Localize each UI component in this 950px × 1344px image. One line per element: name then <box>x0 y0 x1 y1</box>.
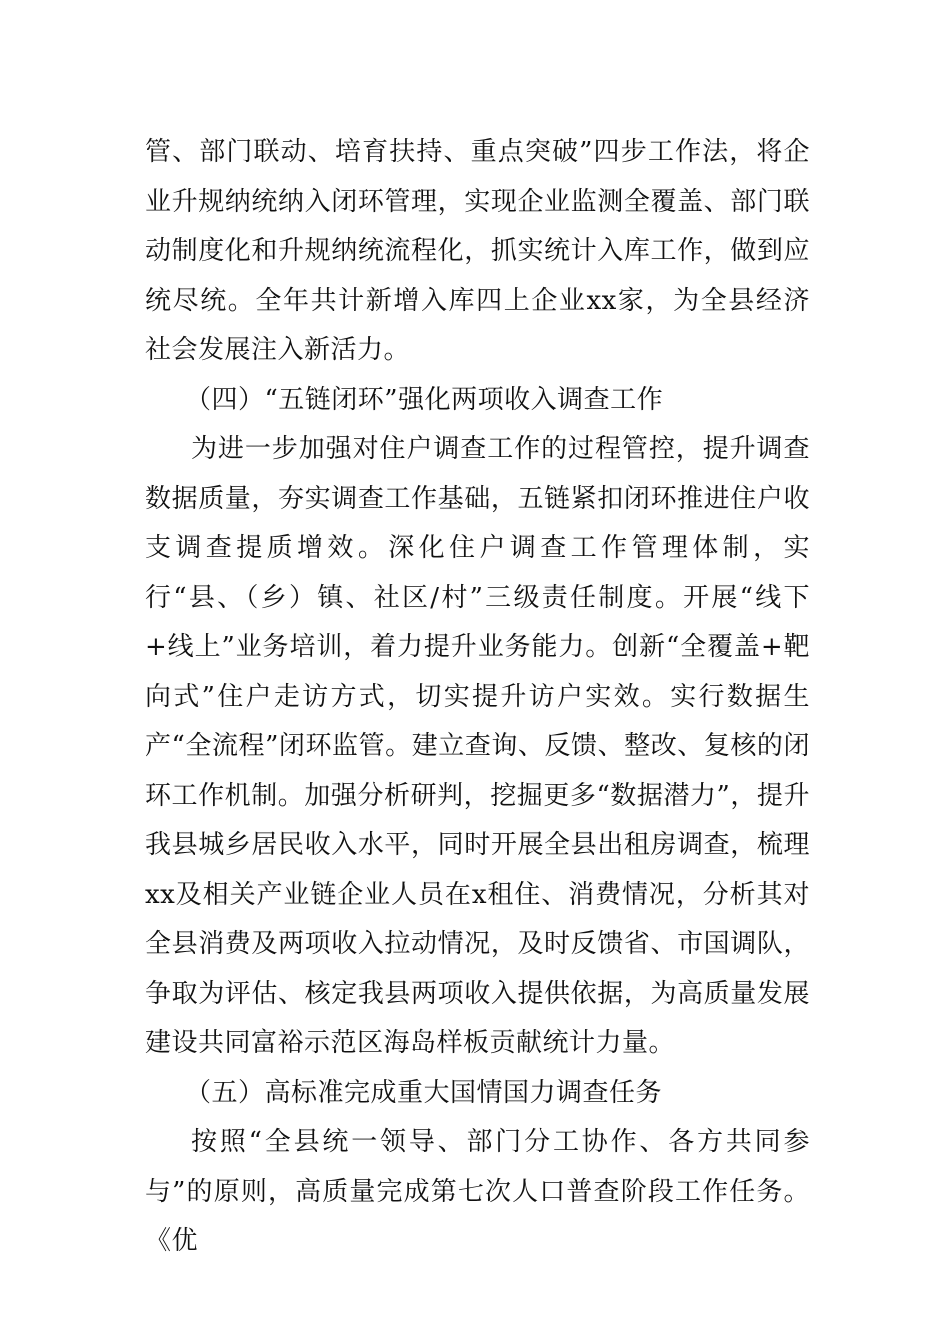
section-heading-5: （五）高标准完成重大国情国力调查任务 <box>185 1077 663 1108</box>
paragraph-census: 按照“全县统一领导、部门分工协作、各方共同参与”的原则，高质量完成第七次人口普查阶段工作任务。《优 <box>145 1127 810 1256</box>
paragraph-continuation: 管、部门联动、培育扶持、重点突破”四步工作法，将企业升规纳统纳入闭环管理，实现企业监测全覆盖、部门联动制度化和升规纳统流程化，抓实统计入库工作，做到应统尽统。全年共计新增入库四上企业xx家，为全县经济社会发展注入新活力。 <box>145 137 810 365</box>
document-body <box>145 128 810 1267</box>
section-heading-4: （四）“五链闭环”强化两项收入调查工作 <box>185 384 664 415</box>
paragraph-income-survey: 为进一步加强对住户调查工作的过程管控，提升调查数据质量，夯实调查工作基础，五链紧扣闭环推进住户收支调查提质增效。深化住户调查工作管理体制，实行“县、（乡）镇、社区/村”三级责任制度。开展“线下+线上”业务培训，着力提升业务能力。创新“全覆盖+靶向式”住户走访方式，切实提升访户实效。实行数据生产“全流程”闭环监管。建立查询、反馈、整改、复核的闭环工作机制。加强分析研判，挖掘更多“数据潜力”，提升我县城乡居民收入水平，同时开展全县出租房调查，梳理xx及相关产业链企业人员在x租住、消费情况，分析其对全县消费及两项收入拉动情况，及时反馈省、市国调队，争取为评估、核定我县两项收入提供依据，为高质量发展建设共同富裕示范区海岛样板贡献统计力量。 <box>145 434 810 1058</box>
